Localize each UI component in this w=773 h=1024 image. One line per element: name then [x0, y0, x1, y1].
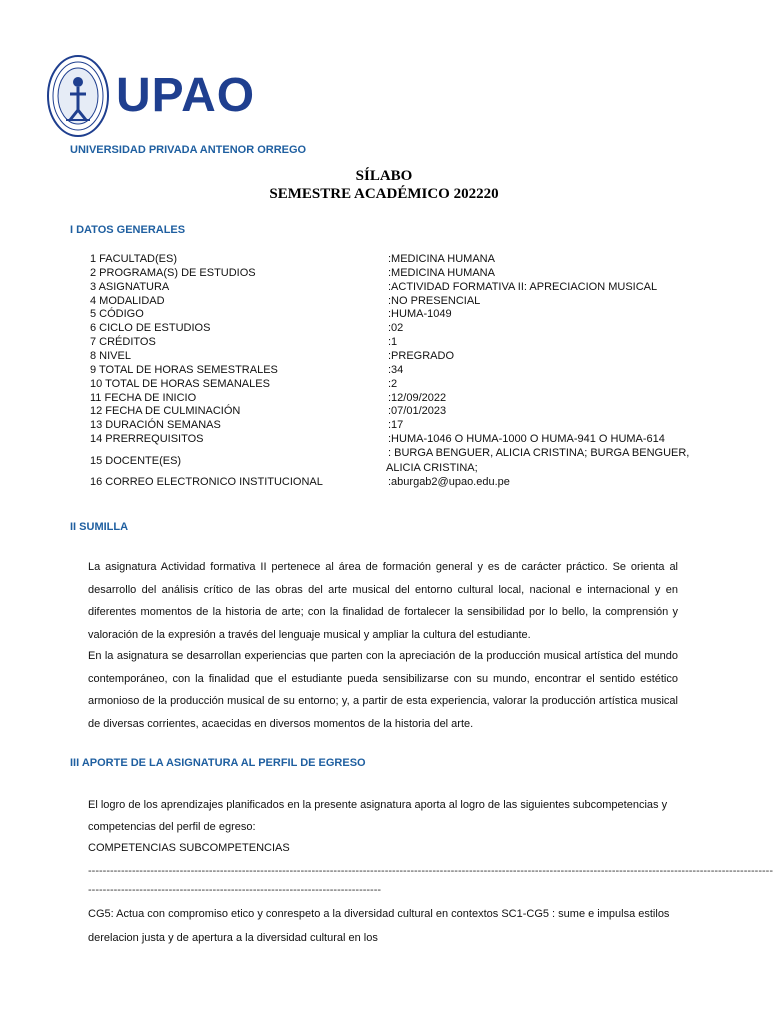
- dashed-separator-2: --------------------------------------------------------------------------------: [88, 884, 382, 896]
- row-value: :2: [388, 377, 398, 390]
- sumilla-paragraph-1: La asignatura Actividad formativa II pertenece al área de formación general y es de carácter práctico. Se orienta al desarrollo del análisis crítico de las obras del arte musical del entorno cultural local, nacional e internacional y en diferentes momentos de la historia de arte; con la finalidad de fortalecer la sensibilidad por lo bello, la comprensión y valoración de la expresión a través del lenguaje musical y ampliar la cultura del estudiante.: [88, 561, 678, 641]
- university-seal-icon: [46, 54, 110, 138]
- row-label: 16 CORREO ELECTRONICO INSTITUCIONAL: [90, 476, 323, 488]
- aporte-intro-line1: El logro de los aprendizajes planificados en la presente asignatura aporta al logro de las siguientes subcompetencias y: [88, 799, 668, 811]
- document-subtitle: SEMESTRE ACADÉMICO 202220: [269, 186, 499, 202]
- row-value: :34: [388, 363, 404, 376]
- cg5-line1: CG5: Actua con compromiso etico y conrespeto a la diversidad cultural en contextos SC1-CG5 : sume e impulsa estilos: [88, 908, 670, 920]
- row-value: :HUMA-1049: [388, 308, 452, 321]
- aporte-intro-line2: competencias del perfil de egreso:: [88, 821, 256, 833]
- row-value: :17: [388, 419, 404, 432]
- row-label: 5 CÓDIGO: [90, 308, 144, 321]
- row-value: :PREGRADO: [388, 349, 455, 362]
- row-label: 2 PROGRAMA(S) DE ESTUDIOS: [90, 266, 256, 279]
- university-name: UNIVERSIDAD PRIVADA ANTENOR ORREGO: [70, 144, 307, 156]
- university-logo: [44, 52, 254, 142]
- competencias-header: COMPETENCIAS SUBCOMPETENCIAS: [88, 842, 290, 854]
- row-label: 6 CICLO DE ESTUDIOS: [90, 322, 211, 335]
- logo-wordmark: UPAO: [116, 69, 256, 122]
- docente-value-line1: : BURGA BENGUER, ALICIA CRISTINA; BURGA BENGUER,: [388, 447, 690, 459]
- row-label: 3 ASIGNATURA: [90, 280, 170, 293]
- dashed-separator-1: -------------------------------------------------------------------------------------------------------------------------------------------------------------------------------------------: [88, 865, 773, 877]
- row-value: :02: [388, 322, 404, 335]
- row-label: 1 FACULTAD(ES): [90, 253, 177, 265]
- section-heading-aporte: III APORTE DE LA ASIGNATURA AL PERFIL DE EGRESO: [70, 757, 366, 769]
- section-heading-datos-generales: I DATOS GENERALES: [70, 224, 186, 236]
- row-label: 13 DURACIÓN SEMANAS: [90, 419, 221, 432]
- row-label: 7 CRÉDITOS: [90, 336, 156, 349]
- row-label: 4 MODALIDAD: [90, 294, 165, 307]
- row-label: 8 NIVEL: [90, 349, 131, 362]
- row-value: :12/09/2022: [388, 391, 447, 404]
- row-label: 10 TOTAL DE HORAS SEMANALES: [90, 377, 270, 390]
- row-label: 12 FECHA DE CULMINACIÓN: [90, 405, 241, 418]
- row-value: :MEDICINA HUMANA: [388, 253, 495, 265]
- row-label: 14 PRERREQUISITOS: [90, 433, 204, 446]
- cg5-line2: derelacion justa y de apertura a la diversidad cultural en los: [88, 932, 378, 944]
- sumilla-paragraph-2: En la asignatura se desarrollan experiencias que parten con la apreciación de la producción musical artística del mundo contemporáneo, con la finalidad que el estudiante pueda sensibilizarse con su mundo, encontrar el sentido estético armonioso de la producción musical de su entorno; y, a partir de esta experiencia, valorar la producción artística musical de diversas corrientes, acaecidas en diversos momentos de la historia del arte.: [88, 650, 678, 730]
- row-value: :NO PRESENCIAL: [388, 294, 481, 307]
- row-label: 15 DOCENTE(ES): [90, 455, 182, 467]
- row-value: :HUMA-1046 O HUMA-1000 O HUMA-941 O HUMA-614: [388, 433, 665, 446]
- row-value: :MEDICINA HUMANA: [388, 266, 495, 279]
- section-heading-sumilla: II SUMILLA: [70, 521, 129, 533]
- docente-value-line2: ALICIA CRISTINA;: [386, 462, 478, 474]
- row-label: 11 FECHA DE INICIO: [90, 391, 197, 404]
- row-label: 9 TOTAL DE HORAS SEMESTRALES: [90, 363, 278, 376]
- document-title: SÍLABO: [355, 168, 413, 184]
- row-value: :ACTIVIDAD FORMATIVA II: APRECIACION MUSICAL: [388, 280, 658, 293]
- row-value: :aburgab2@upao.edu.pe: [388, 476, 510, 488]
- row-value: :1: [388, 336, 398, 349]
- row-value: :07/01/2023: [388, 405, 447, 418]
